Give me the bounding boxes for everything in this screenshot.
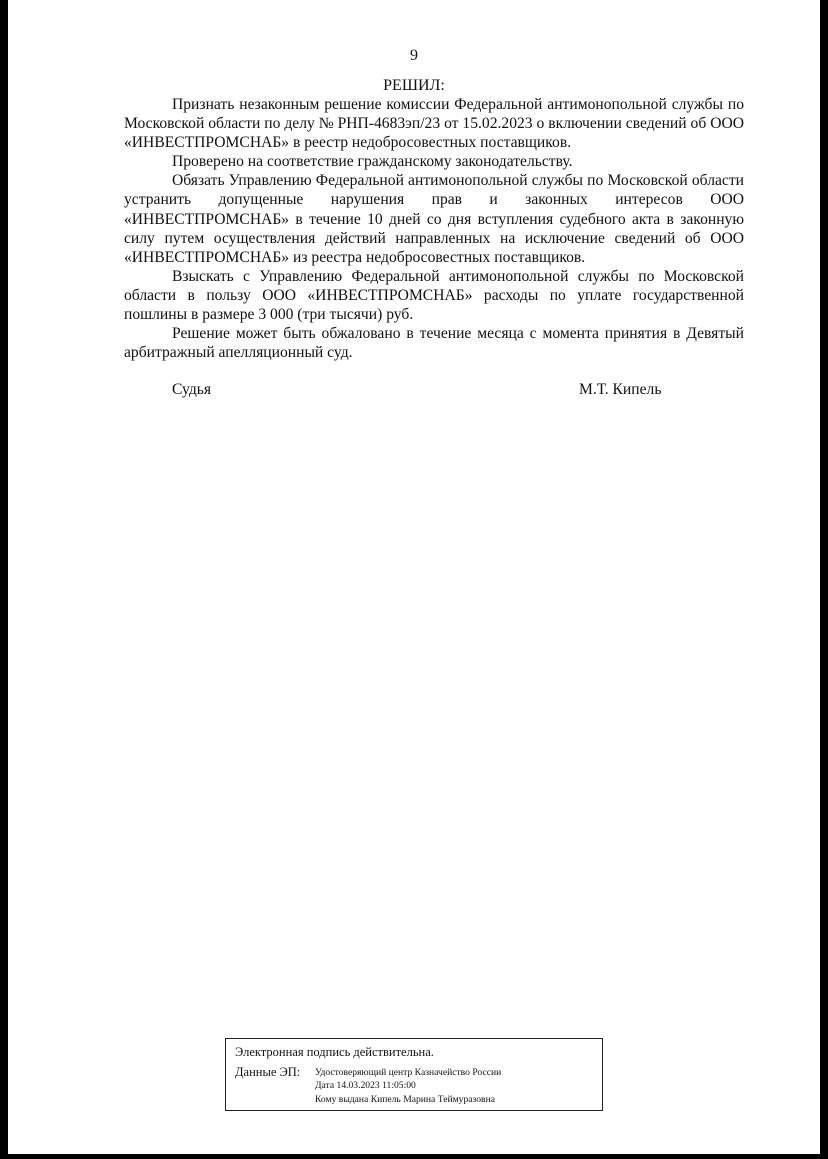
paragraph-annul-decision: Признать незаконным решение комиссии Федеральной антимонопольной службы по Московской области по делу № РНП-4683эп/23 от 15.02.2023 о включении сведений об ООО «ИНВЕСТПРОМСНАБ» в реестр недобросовестных поставщиков. <box>124 96 744 152</box>
e-signature-status: Электронная подпись действительна. <box>235 1045 434 1059</box>
signature-name: М.Т. Кипель <box>579 381 662 398</box>
e-signature-issued-to: Кому выдана Кипель Марина Теймуразовна <box>315 1093 495 1105</box>
e-signature-label: Данные ЭП: <box>235 1065 301 1079</box>
paragraph-verified: Проверено на соответствие гражданскому законодательству. <box>172 153 573 171</box>
document-page <box>8 0 820 1154</box>
e-signature-date: Дата 14.03.2023 11:05:00 <box>315 1080 416 1092</box>
paragraph-appeal: Решение может быть обжаловано в течение месяца с момента принятия в Девятый арбитражный апелляционный суд. <box>124 325 744 362</box>
signature-role: Судья <box>172 381 212 398</box>
paragraph-recovery: Взыскать с Управлению Федеральной антимонопольной службы по Московской области в пользу ООО «ИНВЕСТПРОМСНАБ» расходы по уплате государственной пошлины в размере 3 000 (три тысячи) руб. <box>124 267 744 324</box>
decision-heading: РЕШИЛ: <box>383 77 445 94</box>
decision-body <box>124 95 744 362</box>
e-signature-issuer: Удостоверяющий центр Казначейство России <box>315 1067 502 1078</box>
e-signature-stamp <box>225 1038 603 1111</box>
e-signature-details <box>315 1066 501 1106</box>
paragraph-obligation: Обязать Управлению Федеральной антимонопольной службы по Московской области устранить допущенные нарушения прав и законных интересов ООО «ИНВЕСТПРОМСНАБ» в течение 10 дней со дня вступления судебного акта в законную силу путем осуществления действий направленных на исключение сведений об ООО «ИНВЕСТПРОМСНАБ» из реестра недобросовестных поставщиков. <box>124 172 744 266</box>
page-number: 9 <box>410 47 418 64</box>
